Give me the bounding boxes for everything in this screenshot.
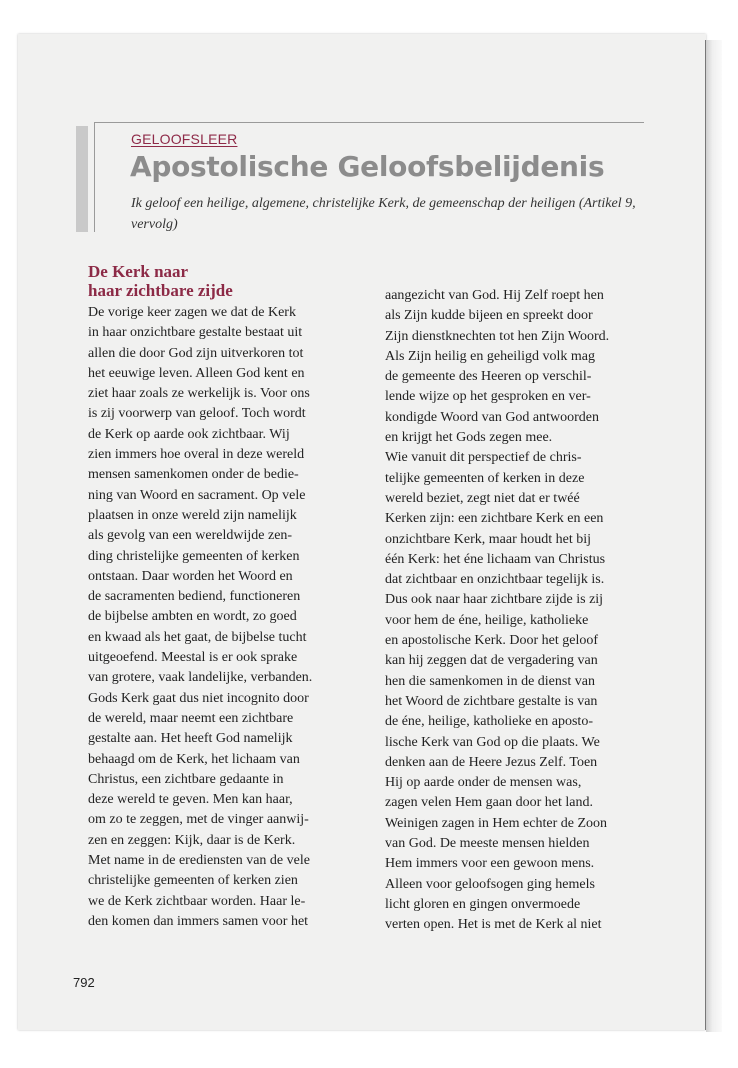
header-accent-bar [76,126,88,232]
text-line: onzichtbare Kerk, maar houdt het bij [385,531,592,547]
text-line: van grotere, vaak landelijke, verbanden. [88,670,313,686]
text-line: het eeuwige leven. Alleen God kent en [88,365,305,381]
text-line: Met name in de erediensten van de vele [88,853,310,869]
page-title: Apostolische Geloofsbelijdenis [130,150,605,183]
text-line: denken aan de Heere Jezus Zelf. Toen [385,754,598,770]
text-line: lende wijze op het gesproken en ver- [385,389,591,405]
text-line: Alleen voor geloofsogen ging hemels [385,876,595,892]
header-vertical-rule [94,122,95,232]
text-line: zien immers hoe overal in deze wereld [88,447,305,463]
text-line: christelijke gemeenten of kerken zien [88,873,298,889]
text-line: ontstaan. Daar worden het Woord en [88,568,293,584]
text-line: één Kerk: het éne lichaam van Christus [385,551,606,567]
text-line: de éne, heilige, katholieke en aposto- [385,714,593,730]
text-line: gestalte aan. Het heeft God namelijk [88,731,293,747]
text-line: van God. De meeste mensen hielden [385,836,590,852]
text-line: Hem immers voor een gewoon mens. [385,856,595,872]
text-line: kondigde Woord van God antwoorden [385,409,600,425]
text-line: mensen samenkomen onder de bedie- [88,467,299,483]
text-line: allen die door God zijn uitverkoren tot [88,345,304,361]
text-line: de gemeente des Heeren op verschil- [385,369,592,385]
text-line: licht gloren en gingen onvermoede [385,896,581,912]
text-line: De vorige keer zagen we dat de Kerk [88,305,296,320]
section-heading-line: haar zichtbare zijde [88,281,233,300]
category-label: GELOOFSLEER [131,131,238,147]
right-column-body [385,286,647,936]
left-column-body [88,303,356,932]
text-line: Wie vanuit dit perspectief de chris- [385,450,582,466]
header-rule [94,122,644,123]
text-line: ning van Woord en sacrament. Op vele [88,487,306,503]
text-line: de sacramenten bediend, functioneren [88,589,301,605]
text-line: het Woord de zichtbare gestalte is van [385,693,598,709]
text-line: Kerken zijn: een zichtbare Kerk en een [385,511,604,527]
text-line: de wereld, maar neemt een zichtbare [88,710,294,726]
text-line: als gevolg van een wereldwijde zen- [88,528,293,544]
text-line: dat zichtbaar en onzichtbaar tegelijk is. [385,572,605,588]
text-line: de bijbelse ambten en wordt, zo goed [88,609,297,625]
text-line: behaagd om de Kerk, het lichaam van [88,751,300,767]
text-line: we de Kerk zichtbaar worden. Haar le- [88,893,306,909]
text-line: lische Kerk van God op die plaats. We [385,734,600,750]
subtitle: Ik geloof een heilige, algemene, christelijke Kerk, de gemeenschap der heiligen (Artikel 9, vervolg) [131,196,636,232]
text-line: Christus, een zichtbare gedaante in [88,771,284,787]
text-line: is zij voorwerp van geloof. Toch wordt [88,406,306,422]
section-heading [88,262,356,300]
text-line: ding christelijke gemeenten of kerken [88,548,300,564]
text-line: en krijgt het Gods zegen mee. [385,430,553,446]
text-line: kan hij zeggen dat de vergadering van [385,653,598,669]
text-line: Dus ook naar haar zichtbare zijde is zij [385,592,604,608]
page-edge [706,40,722,1032]
text-line: Hij op aarde onder de mensen was, [385,775,582,791]
text-line: om zo te zeggen, met de vinger aanwij- [88,812,309,828]
text-line: telijke gemeenten of kerken in deze [385,470,585,486]
left-column [88,262,356,932]
text-line: uitgeoefend. Meestal is er ook sprake [88,650,298,666]
text-line: Als Zijn heilig en geheiligd volk mag [385,348,595,364]
text-line: den komen dan immers samen voor het [88,913,309,929]
text-line: als Zijn kudde bijeen en spreekt door [385,308,593,324]
text-line: aangezicht van God. Hij Zelf roept hen [385,288,604,303]
text-line: Weinigen zagen in Hem echter de Zoon [385,815,608,831]
page-edge-line [705,40,706,1030]
text-line: wereld beziet, zegt niet dat er twéé [385,490,580,506]
text-line: in haar onzichtbare gestalte bestaat uit [88,325,303,341]
text-line: deze wereld te geven. Men kan haar, [88,792,293,808]
right-column [385,286,647,936]
section-heading-line: De Kerk naar [88,262,189,281]
text-line: plaatsen in onze wereld zijn namelijk [88,507,297,523]
text-line: de Kerk op aarde ook zichtbaar. Wij [88,426,290,442]
text-line: en apostolische Kerk. Door het geloof [385,633,599,649]
text-line: voor hem de éne, heilige, katholieke [385,612,589,628]
text-line: zagen velen Hem gaan door het land. [385,795,593,811]
page-number: 792 [73,975,95,990]
text-line: Gods Kerk gaat dus niet incognito door [88,690,309,706]
text-line: ziet haar zoals ze werkelijk is. Voor ons [88,386,310,402]
text-line: hen die samenkomen in de dienst van [385,673,595,689]
text-line: zen en zeggen: Kijk, daar is de Kerk. [88,832,296,848]
text-line: verten open. Het is met de Kerk al niet [385,917,602,933]
text-line: en kwaad als het gaat, de bijbelse tucht [88,629,307,645]
text-line: Zijn dienstknechten tot hen Zijn Woord. [385,328,610,344]
